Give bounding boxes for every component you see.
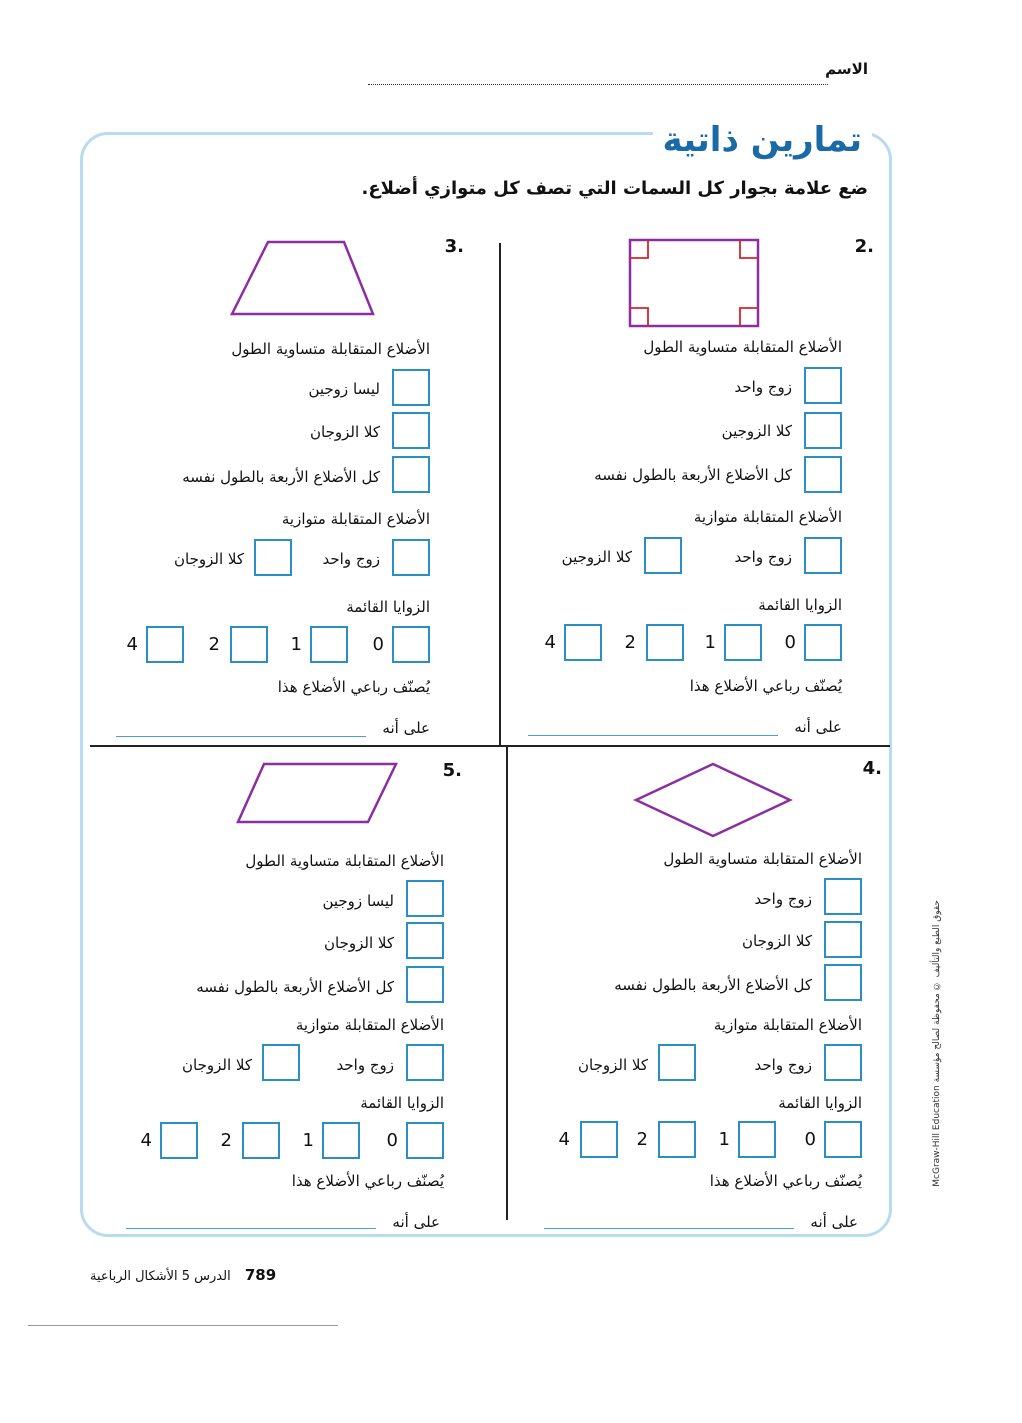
equal-option-1-label: زوج واحد [734,378,792,396]
equal-option-3-checkbox[interactable] [824,964,862,1001]
answer-line[interactable] [116,736,366,737]
angles-1-checkbox[interactable] [724,624,762,661]
angles-4-checkbox[interactable] [160,1122,198,1159]
equal-sides-heading: الأضلاع المتقابلة متساوية الطول [643,338,842,356]
copyright-notice: حقوق الطبع والتأليف © محفوظة لصالح مؤسسة McGraw-Hill Education [932,900,942,1187]
exercise-number: .5 [442,760,462,781]
angles-2-checkbox[interactable] [646,624,684,661]
parallel-option-1-checkbox[interactable] [804,537,842,574]
equal-option-1-label: ليسا زوجين [322,892,394,910]
equal-option-2-label: كلا الزوجان [742,932,812,950]
rhombus-shape [632,760,794,840]
answer-line[interactable] [126,1228,376,1229]
equal-option-2-checkbox[interactable] [804,412,842,449]
right-angles-heading: الزوايا القائمة [778,1094,862,1112]
parallel-option-1-label: زوج واحد [754,1056,812,1074]
angles-4-label: 4 [558,1129,570,1150]
angles-2-label: 2 [208,634,220,655]
angles-4-checkbox[interactable] [146,626,184,663]
name-label: الاسم [825,60,868,78]
parallel-option-1-checkbox[interactable] [392,539,430,576]
exercise-4 [508,752,918,1262]
parallel-option-2-label: كلا الزوجين [561,548,632,566]
rectangle-shape [624,238,764,334]
exercise-2 [504,230,914,740]
equal-option-3-label: كل الأضلاع الأربعة بالطول نفسه [196,978,394,996]
classify-text: يُصنّف رباعي الأضلاع هذا [689,677,842,695]
parallel-option-1-label: زوج واحد [322,550,380,568]
horizontal-divider [90,745,890,747]
equal-option-1-checkbox[interactable] [824,878,862,915]
angles-2-checkbox[interactable] [658,1121,696,1158]
angles-4-checkbox[interactable] [564,624,602,661]
answer-line[interactable] [528,735,778,736]
angles-1-checkbox[interactable] [310,626,348,663]
equal-option-2-label: كلا الزوجين [721,422,792,440]
as-text: على أنه [810,1213,858,1231]
angles-1-label: 1 [302,1130,314,1151]
exercise-3 [92,230,502,740]
parallelogram-shape [234,760,400,826]
equal-option-3-checkbox[interactable] [392,456,430,493]
page-number: 789 [244,1266,277,1284]
angles-0-checkbox[interactable] [392,626,430,663]
angles-1-label: 1 [704,632,716,653]
as-text: على أنه [392,1213,440,1231]
equal-option-3-checkbox[interactable] [804,456,842,493]
parallel-option-1-label: زوج واحد [336,1056,394,1074]
angles-2-label: 2 [636,1129,648,1150]
angles-0-label: 0 [386,1130,398,1151]
equal-option-1-label: زوج واحد [754,890,812,908]
parallel-option-2-checkbox[interactable] [644,537,682,574]
answer-line[interactable] [544,1228,794,1229]
as-text: على أنه [382,719,430,737]
angles-4-label: 4 [126,634,138,655]
classify-text: يُصنّف رباعي الأضلاع هذا [709,1172,862,1190]
parallel-option-1-checkbox[interactable] [824,1044,862,1081]
angles-0-label: 0 [784,632,796,653]
equal-sides-heading: الأضلاع المتقابلة متساوية الطول [245,852,444,870]
page-title: تمارين ذاتية [653,116,872,164]
equal-option-3-label: كل الأضلاع الأربعة بالطول نفسه [594,466,792,484]
equal-option-2-label: كلا الزوجان [310,423,380,441]
equal-option-1-label: ليسا زوجين [308,380,380,398]
angles-1-checkbox[interactable] [738,1121,776,1158]
equal-option-3-checkbox[interactable] [406,966,444,1003]
parallel-option-2-label: كلا الزوجان [578,1056,648,1074]
equal-sides-heading: الأضلاع المتقابلة متساوية الطول [231,340,430,358]
classify-text: يُصنّف رباعي الأضلاع هذا [291,1172,444,1190]
exercise-number: .4 [862,758,882,779]
angles-0-checkbox[interactable] [406,1122,444,1159]
equal-sides-heading: الأضلاع المتقابلة متساوية الطول [663,850,862,868]
lesson-label: الدرس 5 الأشكال الرباعية [90,1269,231,1284]
parallel-heading: الأضلاع المتقابلة متوازية [713,1016,862,1034]
angles-0-label: 0 [372,634,384,655]
parallel-heading: الأضلاع المتقابلة متوازية [281,510,430,528]
parallel-option-2-label: كلا الزوجان [182,1056,252,1074]
angles-4-label: 4 [140,1130,152,1151]
exercise-number: .2 [854,236,874,257]
angles-2-checkbox[interactable] [230,626,268,663]
right-angles-heading: الزوايا القائمة [758,596,842,614]
right-angles-heading: الزوايا القائمة [346,598,430,616]
equal-option-3-label: كل الأضلاع الأربعة بالطول نفسه [614,976,812,994]
parallel-heading: الأضلاع المتقابلة متوازية [693,508,842,526]
angles-0-label: 0 [804,1129,816,1150]
angles-2-label: 2 [220,1130,232,1151]
equal-option-1-checkbox[interactable] [804,367,842,404]
parallel-option-2-checkbox[interactable] [254,539,292,576]
angles-2-label: 2 [624,632,636,653]
parallel-option-1-label: زوج واحد [734,548,792,566]
angles-4-checkbox[interactable] [580,1121,618,1158]
exercise-number: .3 [444,236,464,257]
equal-option-1-checkbox[interactable] [406,880,444,917]
trapezoid-shape [228,238,378,318]
angles-0-checkbox[interactable] [804,624,842,661]
instructions: ضع علامة بجوار كل السمات التي تصف كل متوازي أضلاع. [361,178,868,199]
equal-option-2-checkbox[interactable] [824,921,862,958]
name-input-line[interactable] [368,84,828,85]
angles-1-checkbox[interactable] [322,1122,360,1159]
angles-4-label: 4 [544,632,556,653]
angles-0-checkbox[interactable] [824,1121,862,1158]
angles-1-label: 1 [290,634,302,655]
page-footer [90,1266,276,1284]
equal-option-2-checkbox[interactable] [392,412,430,449]
equal-option-3-label: كل الأضلاع الأربعة بالطول نفسه [182,468,380,486]
bottom-rule [28,1325,338,1326]
equal-option-2-label: كلا الزوجان [324,934,394,952]
parallel-option-1-checkbox[interactable] [406,1044,444,1081]
parallel-option-2-checkbox[interactable] [658,1044,696,1081]
angles-1-label: 1 [718,1129,730,1150]
parallel-heading: الأضلاع المتقابلة متوازية [295,1016,444,1034]
equal-option-1-checkbox[interactable] [392,369,430,406]
right-angles-heading: الزوايا القائمة [360,1094,444,1112]
student-name-row [368,58,872,90]
classify-text: يُصنّف رباعي الأضلاع هذا [277,678,430,696]
parallel-option-2-checkbox[interactable] [262,1044,300,1081]
angles-2-checkbox[interactable] [242,1122,280,1159]
parallel-option-2-label: كلا الزوجان [174,550,244,568]
exercise-5 [92,752,502,1262]
as-text: على أنه [794,718,842,736]
equal-option-2-checkbox[interactable] [406,922,444,959]
